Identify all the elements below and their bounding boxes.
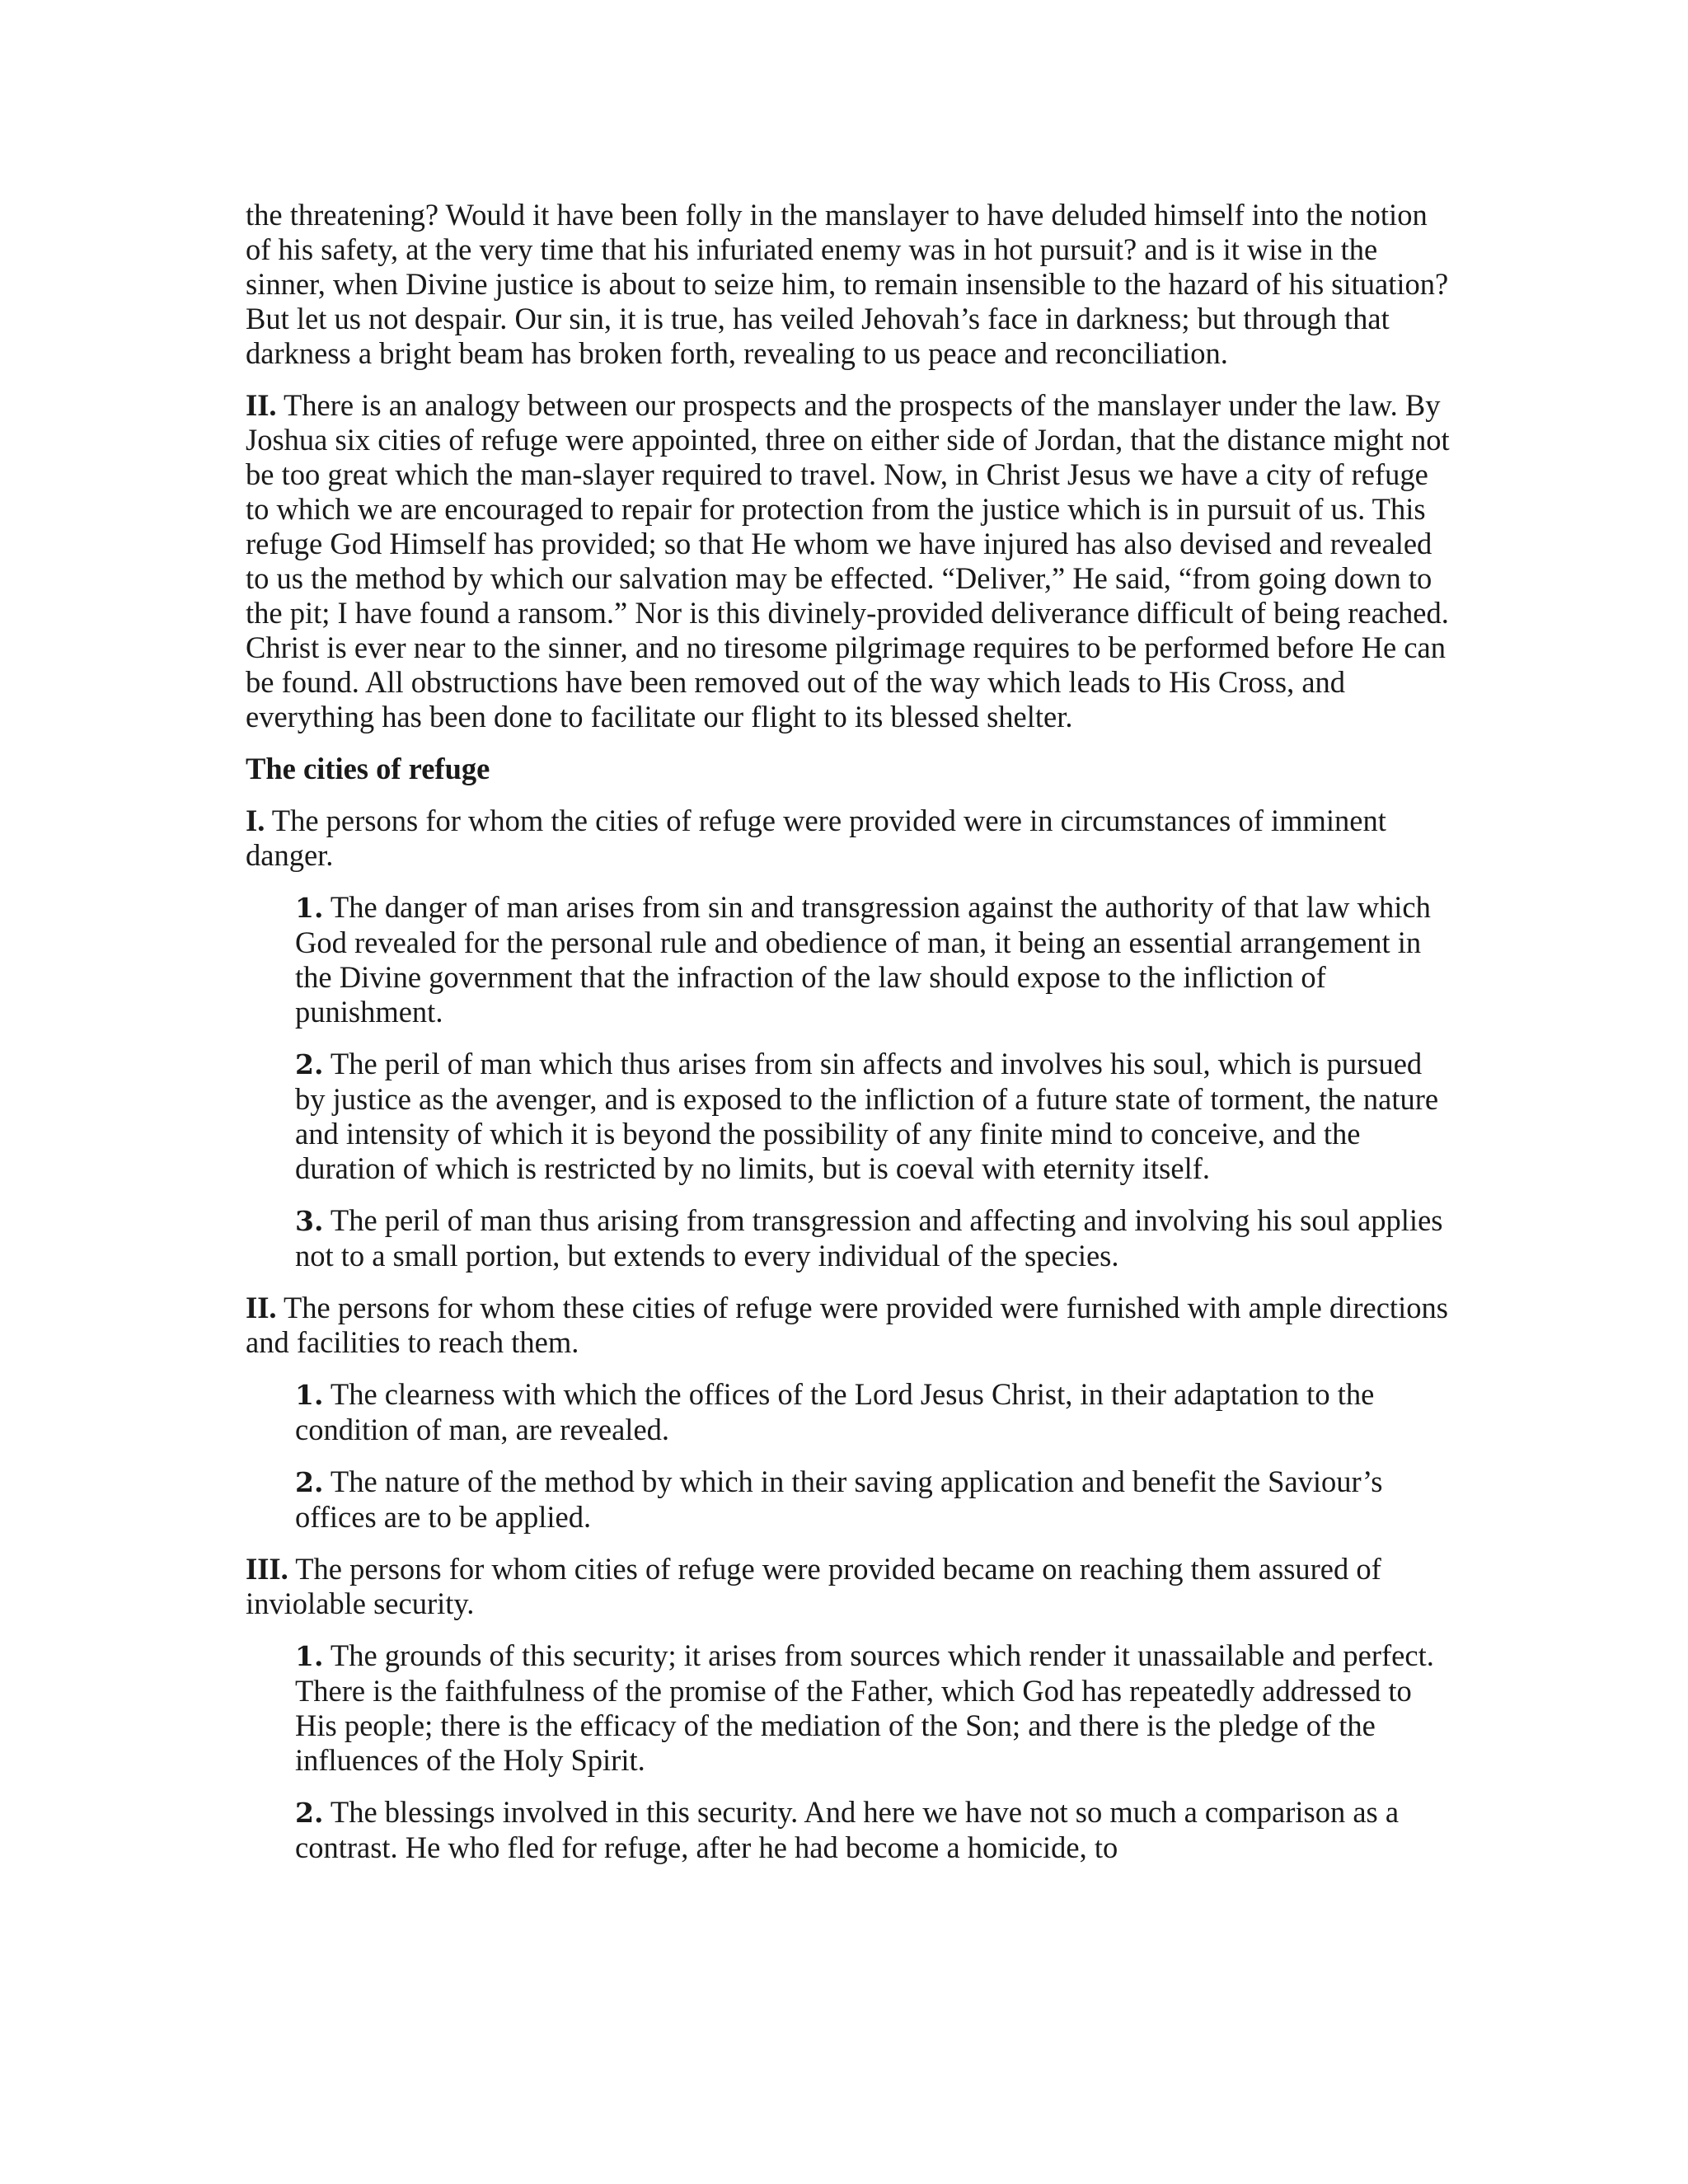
paragraph-text: The clearness with which the offices of the Lord Jesus Christ, in their adaptation to the condition of man, are revealed. [295, 1377, 1375, 1446]
sub-point-number: 1. [295, 1640, 324, 1672]
section-marker: II. [246, 1291, 277, 1324]
paragraph-text: The persons for whom cities of refuge were provided became on reaching them assured of inviolable security. [246, 1552, 1381, 1620]
sub-point [295, 890, 1451, 1029]
paragraph-text: The peril of man which thus arises from sin affects and involves his soul, which is pursued by justice as the avenger, and is exposed to the infliction of a future state of torment, the nature and intensity of which it is beyond the possibility of any finite mind to conceive, and the duration of which is restricted by no limits, but is coeval with eternity itself. [295, 1047, 1439, 1185]
sub-point [295, 1377, 1451, 1447]
sub-point [295, 1465, 1451, 1535]
section-marker: III. [246, 1552, 288, 1586]
sub-point [295, 1795, 1451, 1865]
paragraph-text: The blessings involved in this security. And here we have not so much a comparison as a contrast. He who fled for refuge, after he had become a homicide, to [295, 1795, 1400, 1864]
sub-point-number: 3. [295, 1205, 324, 1237]
sub-point [295, 1047, 1451, 1186]
sub-point [295, 1638, 1451, 1778]
paragraph-analogy [246, 388, 1451, 734]
sub-point-number: 1. [295, 892, 324, 924]
sub-point-number: 1. [295, 1379, 324, 1411]
paragraph-text: the threatening? Would it have been folly in the manslayer to have deluded himself into the notion of his safety, at the very time that his infuriated enemy was in hot pursuit? and is it wise in the sinner, when Divine justice is about to seize him, to remain insensible to the hazard of his situation? But let us not despair. Our sin, it is true, has veiled Jehovah’s face in darkness; but through that darkness a bright beam has broken forth, revealing to us peace and reconciliation. [246, 198, 1449, 370]
paragraph-text: There is an analogy between our prospects and the prospects of the manslayer under the law. By Joshua six cities of refuge were appointed, three on either side of Jordan, that the distance might not be too great which the man-slayer required to travel. Now, in Christ Jesus we have a city of refuge to which we are encouraged to repair for protection from the justice which is in pursuit of us. This refuge God Himself has provided; so that He whom we have injured has also devised and revealed to us the method by which our salvation may be effected. “Deliver,” He said, “from going down to the pit; I have found a ransom.” Nor is this divinely-provided deliverance difficult of being reached. Christ is ever near to the sinner, and no tiresome pilgrimage requires to be performed before He can be found. All obstructions have been removed out of the way which leads to His Cross, and everything has been done to facilitate our flight to its blessed shelter. [246, 388, 1450, 733]
paragraph-continuation [246, 198, 1451, 371]
paragraph-text: The persons for whom the cities of refuge were provided were in circumstances of imminent danger. [246, 804, 1386, 872]
point-2 [246, 1291, 1451, 1360]
paragraph-text: The nature of the method by which in their saving application and benefit the Saviour’s offices are to be applied. [295, 1465, 1383, 1534]
point-1 [246, 804, 1451, 873]
section-heading: The cities of refuge [246, 752, 490, 785]
paragraph-text: The danger of man arises from sin and transgression against the authority of that law which God revealed for the personal rule and obedience of man, it being an essential arrangement in the Divine government that the infraction of the law should expose to the infliction of punishment. [295, 890, 1431, 1029]
sub-point-number: 2. [295, 1797, 324, 1829]
sub-point [295, 1203, 1451, 1273]
section-marker: II. [246, 388, 277, 422]
point-3 [246, 1552, 1451, 1621]
paragraph-text: The peril of man thus arising from transgression and affecting and involving his soul applies not to a small portion, but extends to every individual of the species. [295, 1203, 1443, 1272]
sub-point-number: 2. [295, 1466, 324, 1498]
sub-point-number: 2. [295, 1048, 324, 1080]
document-page [246, 198, 1451, 1882]
section-marker: I. [246, 804, 265, 837]
paragraph-text: The grounds of this security; it arises from sources which render it unassailable and perfect. There is the faithfulness of the promise of the Father, which God has repeatedly addressed to His people; there is the efficacy of the mediation of the Son; and there is the pledge of the influences of the Holy Spirit. [295, 1638, 1434, 1777]
paragraph-text: The persons for whom these cities of refuge were provided were furnished with ample directions and facilities to reach them. [246, 1291, 1448, 1359]
